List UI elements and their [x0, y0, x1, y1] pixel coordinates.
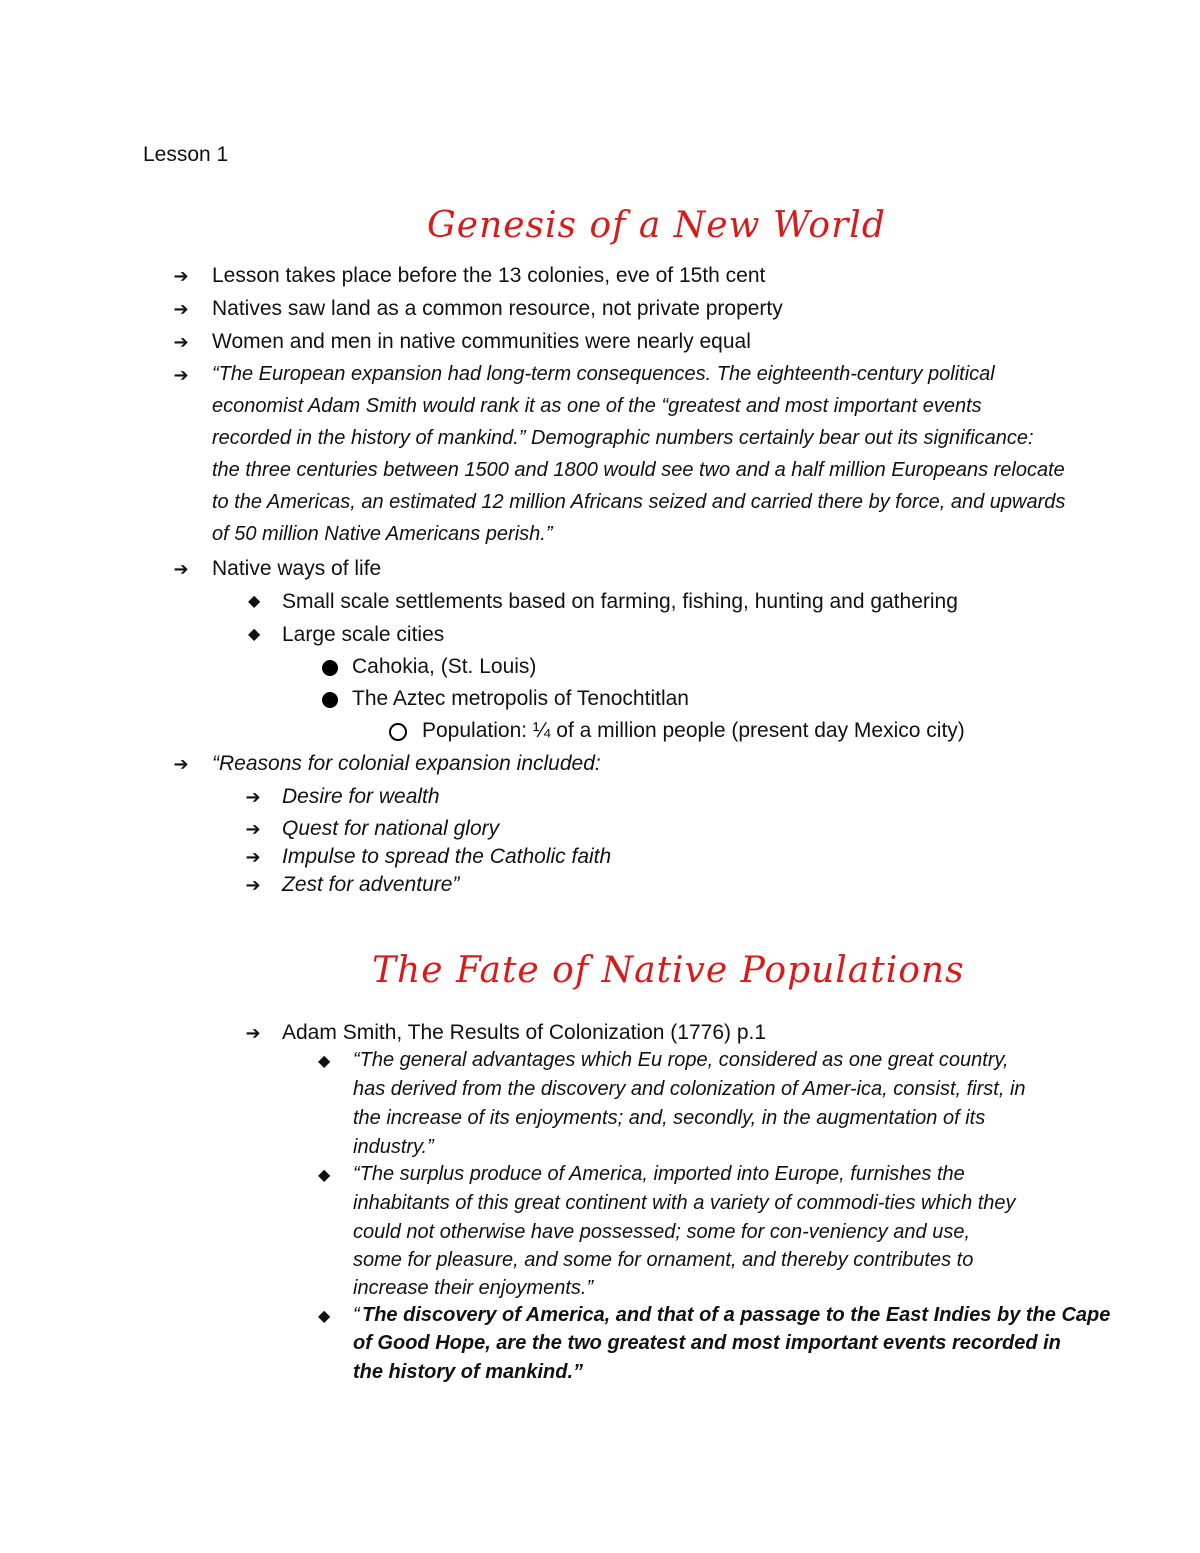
arrow-bullet-icon: ➔: [245, 787, 261, 807]
reason-glory: Quest for national glory: [282, 817, 500, 840]
arrow-bullet-icon: ➔: [245, 819, 261, 839]
diamond-bullet-icon: ◆: [248, 593, 261, 610]
arrow-bullet-icon: ➔: [245, 1023, 261, 1043]
arrow-bullet-icon: ➔: [245, 875, 261, 895]
quote-line: “The European expansion had long-term consequences. The eighteenth-century political: [212, 363, 995, 385]
quote-two-line: could not otherwise have possessed; some for con-veniency and use,: [353, 1221, 971, 1243]
quote-two-line: inhabitants of this great continent with a variety of commodi-ties which they: [353, 1192, 1016, 1214]
bullet-before-colonies: Lesson takes place before the 13 colonies, eve of 15th cent: [212, 264, 766, 287]
filled-circle-bullet-icon: [322, 660, 338, 676]
arrow-bullet-icon: ➔: [173, 266, 189, 286]
diamond-bullet-icon: ◆: [318, 1308, 331, 1325]
arrow-bullet-icon: ➔: [245, 847, 261, 867]
hollow-circle-bullet-icon: [389, 723, 407, 741]
arrow-bullet-icon: ➔: [173, 754, 189, 774]
lesson-label: Lesson 1: [143, 143, 229, 166]
quote-line: of 50 million Native Americans perish.”: [212, 523, 553, 545]
section-title-genesis: Genesis of a New World: [427, 205, 886, 246]
bullet-natives-land: Natives saw land as a common resource, not private property: [212, 297, 783, 320]
bullet-native-ways: Native ways of life: [212, 557, 382, 580]
arrow-bullet-icon: ➔: [173, 299, 189, 319]
arrow-bullet-icon: ➔: [173, 365, 189, 385]
quote-three-line: of Good Hope, are the two greatest and most important events recorded in: [353, 1332, 1061, 1354]
quote-two-line: increase their enjoyments.”: [353, 1277, 594, 1299]
reasons-heading: “Reasons for colonial expansion included:: [212, 752, 601, 775]
diamond-bullet-icon: ◆: [318, 1167, 331, 1184]
quote-three-line: the history of mankind.”: [353, 1361, 584, 1383]
sub-bullet-large-scale: Large scale cities: [282, 623, 445, 646]
source-citation: Adam Smith, The Results of Colonization (1776) p.1: [282, 1021, 767, 1044]
quote-three-line: The discovery of America, and that of a passage to the East Indies by the Cape: [362, 1304, 1111, 1326]
quote-two-line: “The surplus produce of America, imported into Europe, furnishes the: [353, 1163, 965, 1185]
city-tenochtitlan: The Aztec metropolis of Tenochtitlan: [352, 687, 689, 710]
sub-bullet-small-scale: Small scale settlements based on farming, fishing, hunting and gathering: [282, 590, 958, 613]
filled-circle-bullet-icon: [322, 692, 338, 708]
quote-two-line: some for pleasure, and some for ornament, and thereby contributes to: [353, 1249, 974, 1271]
city-cahokia: Cahokia, (St. Louis): [352, 655, 537, 678]
quote-one-line: the increase of its enjoyments; and, secondly, in the augmentation of its: [353, 1107, 986, 1129]
quote-one-line: industry.”: [353, 1136, 434, 1158]
bullet-women-men: Women and men in native communities were nearly equal: [212, 330, 751, 353]
quote-line: to the Americas, an estimated 12 million Africans seized and carried there by force, and upwards: [212, 491, 1066, 513]
quote-one-line: has derived from the discovery and colonization of Amer-ica, consist, first, in: [353, 1078, 1026, 1100]
reason-faith: Impulse to spread the Catholic faith: [282, 845, 612, 868]
quote-line: recorded in the history of mankind.” Demographic numbers certainly bear out its significance:: [212, 427, 1034, 449]
diamond-bullet-icon: ◆: [318, 1053, 331, 1070]
diamond-bullet-icon: ◆: [248, 626, 261, 643]
arrow-bullet-icon: ➔: [173, 332, 189, 352]
arrow-bullet-icon: ➔: [173, 559, 189, 579]
reason-wealth: Desire for wealth: [282, 785, 440, 808]
population-note: Population: ¼ of a million people (present day Mexico city): [422, 719, 965, 742]
quote-line: economist Adam Smith would rank it as one of the “greatest and most important events: [212, 395, 982, 417]
quote-line: the three centuries between 1500 and 1800 would see two and a half million Europeans relocate: [212, 459, 1065, 481]
quote-three-open-mark: “: [353, 1304, 360, 1326]
quote-one-line: “The general advantages which Eu rope, considered as one great country,: [353, 1049, 1009, 1071]
reason-adventure: Zest for adventure”: [282, 873, 460, 896]
section-title-fate: The Fate of Native Populations: [372, 950, 965, 991]
